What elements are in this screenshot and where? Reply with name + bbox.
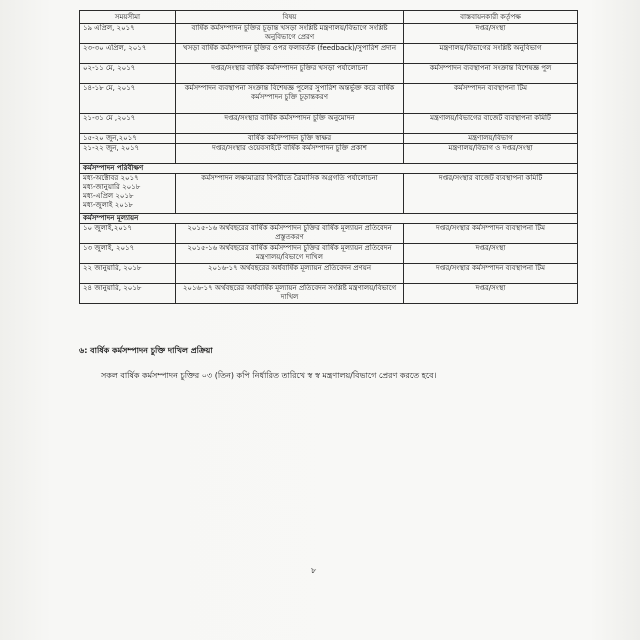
row-responsible: কর্মসম্পাদন ব্যবস্থাপনা টিম bbox=[404, 84, 578, 114]
section-paragraph: সকল বার্ষিক কর্মসম্পাদন চুক্তির ০৩ (তিন) কপি নির্ধারিত তারিখে স্ব স্ব মন্ত্রণালয়/বিভাগে প্রেরণ করতে হবে। bbox=[101, 371, 437, 380]
row-date: ২৪ জানুয়ারি, ২০১৮ bbox=[80, 284, 176, 304]
row-topic: কর্মসম্পাদন ব্যবস্থাপনা সংক্রান্ত বিশেষজ্ঞ পুলের সুপারিশ অন্তর্ভুক্ত করে বার্ষিক কর্মসম্পাদন চুক্তি চূড়ান্তকরণ bbox=[176, 84, 404, 114]
table-row bbox=[80, 224, 578, 244]
row-responsible: দপ্তর/সংস্থার কর্মসম্পাদন ব্যবস্থাপনা টিম bbox=[404, 264, 578, 284]
row-topic: দপ্তর/সংস্থার বার্ষিক কর্মসম্পাদন চুক্তির খসড়া পর্যালোচনা bbox=[176, 64, 404, 84]
section-row-evaluation bbox=[80, 214, 578, 224]
row-date: ১০ জুলাই,২০১৭ bbox=[80, 224, 176, 244]
schedule-table bbox=[79, 10, 578, 304]
row-date: ০২-১১ মে, ২০১৭ bbox=[80, 64, 176, 84]
row-responsible: মন্ত্রণালয়/বিভাগের বাজেট ব্যবস্থাপনা কমিটি bbox=[404, 114, 578, 134]
row-responsible: মন্ত্রণালয়/বিভাগ bbox=[404, 134, 578, 144]
row-date: ১৫-২০ জুন,২০১৭ bbox=[80, 134, 176, 144]
row-responsible: কর্মসম্পাদন ব্যবস্থাপনা সংক্রান্ত বিশেষজ্ঞ পুল bbox=[404, 64, 578, 84]
monitoring-date: মধ্য-অক্টোবর ২০১৭ bbox=[83, 174, 139, 182]
table-row bbox=[80, 284, 578, 304]
row-responsible: মন্ত্রণালয়/বিভাগ ও দপ্তর/সংস্থা bbox=[404, 144, 578, 164]
row-date: ২৩-৩০ এপ্রিল, ২০১৭ bbox=[80, 44, 176, 64]
row-responsible: দপ্তর/সংস্থা bbox=[404, 284, 578, 304]
table-header-row bbox=[80, 11, 578, 24]
header-authority: বাস্তবায়নকারী কর্তৃপক্ষ bbox=[404, 11, 578, 24]
table-row bbox=[80, 144, 578, 164]
row-date: ২১-৩১ মে ,২০১৭ bbox=[80, 114, 176, 134]
row-topic: বার্ষিক কর্মসম্পাদন চুক্তির চূড়ান্ত খসড়া সংশ্লিষ্ট মন্ত্রণালয়/বিভাগে সংশ্লিষ্ট অনুবিভাগে প্রেরণ bbox=[176, 24, 404, 44]
row-topic: বার্ষিক কর্মসম্পাদন চুক্তি স্বাক্ষর bbox=[176, 134, 404, 144]
row-date: ১৪-১৮ মে, ২০১৭ bbox=[80, 84, 176, 114]
header-subject: বিষয় bbox=[176, 11, 404, 24]
row-date: ২২ জানুয়ারি, ২০১৮ bbox=[80, 264, 176, 284]
page-number: ৮ bbox=[311, 566, 317, 575]
table-row bbox=[80, 64, 578, 84]
table-row bbox=[80, 174, 578, 214]
row-topic: কর্মসম্পাদন লক্ষ্যমাত্রার বিপরীতে ত্রৈমাসিক অগ্রগতি পর্যালোচনা bbox=[176, 174, 404, 214]
monitoring-dates bbox=[80, 174, 176, 214]
section-label-monitoring: কর্মসম্পাদন পরিবীক্ষণ bbox=[80, 164, 578, 174]
table-row bbox=[80, 114, 578, 134]
table-row bbox=[80, 134, 578, 144]
row-topic: ২০১৬-১৭ অর্থবছরের অর্ধবার্ষিক মূল্যায়ন প্রতিবেদন প্রণয়ন bbox=[176, 264, 404, 284]
table-row bbox=[80, 44, 578, 64]
monitoring-date: মধ্য-জুলাই ২০১৮ bbox=[83, 201, 133, 209]
header-timeline: সময়সীমা bbox=[80, 11, 176, 24]
section-heading: ৬: বার্ষিক কর্মসম্পাদন চুক্তি দাখিল প্রক্রিয়া bbox=[79, 346, 213, 355]
row-topic: ২০১৬-১৭ অর্থবছরের অর্ধবার্ষিক মূল্যায়ন প্রতিবেদন সংশ্লিষ্ট মন্ত্রণালয়/বিভাগে দাখিল bbox=[176, 284, 404, 304]
table-row bbox=[80, 264, 578, 284]
row-date: ১৩ জুলাই, ২০১৭ bbox=[80, 244, 176, 264]
row-responsible: মন্ত্রণালয়/বিভাগের সংশ্লিষ্ট অনুবিভাগ bbox=[404, 44, 578, 64]
table-row bbox=[80, 84, 578, 114]
row-responsible: দপ্তর/সংস্থার বাজেট ব্যবস্থাপনা কমিটি bbox=[404, 174, 578, 214]
row-responsible: দপ্তর/সংস্থা bbox=[404, 244, 578, 264]
table-row bbox=[80, 24, 578, 44]
monitoring-date: মধ্য-জানুয়ারি ২০১৮ bbox=[83, 183, 141, 191]
row-topic: ২০১৫-১৬ অর্থবছরের বার্ষিক কর্মসম্পাদন চুক্তির বার্ষিক মূল্যায়ন প্রতিবেদন মন্ত্রণালয়/বিভাগে দাখিল bbox=[176, 244, 404, 264]
row-date: ২১-২২ জুন, ২০১৭ bbox=[80, 144, 176, 164]
row-topic: দপ্তর/সংস্থার বার্ষিক কর্মসম্পাদন চুক্তি অনুমোদন bbox=[176, 114, 404, 134]
row-topic: দপ্তর/সংস্থার ওয়েবসাইটে বার্ষিক কর্মসম্পাদন চুক্তি প্রকাশ bbox=[176, 144, 404, 164]
section-row-monitoring bbox=[80, 164, 578, 174]
row-topic: খসড়া বার্ষিক কর্মসম্পাদন চুক্তির ওপর ফলাবর্তক (feedback)/সুপারিশ প্রদান bbox=[176, 44, 404, 64]
row-responsible: দপ্তর/সংস্থার কর্মসম্পাদন ব্যবস্থাপনা টিম bbox=[404, 224, 578, 244]
table-row bbox=[80, 244, 578, 264]
row-topic: ২০১৫-১৬ অর্থবছরের বার্ষিক কর্মসম্পাদন চুক্তির বার্ষিক মূল্যায়ন প্রতিবেদন প্রস্তুতকরণ bbox=[176, 224, 404, 244]
monitoring-date: মধ্য-এপ্রিল ২০১৮ bbox=[83, 192, 134, 200]
section-label-evaluation: কর্মসম্পাদন মূল্যায়ন bbox=[80, 214, 578, 224]
row-date: ১৯ এপ্রিল, ২০১৭ bbox=[80, 24, 176, 44]
row-responsible: দপ্তর/সংস্থা bbox=[404, 24, 578, 44]
